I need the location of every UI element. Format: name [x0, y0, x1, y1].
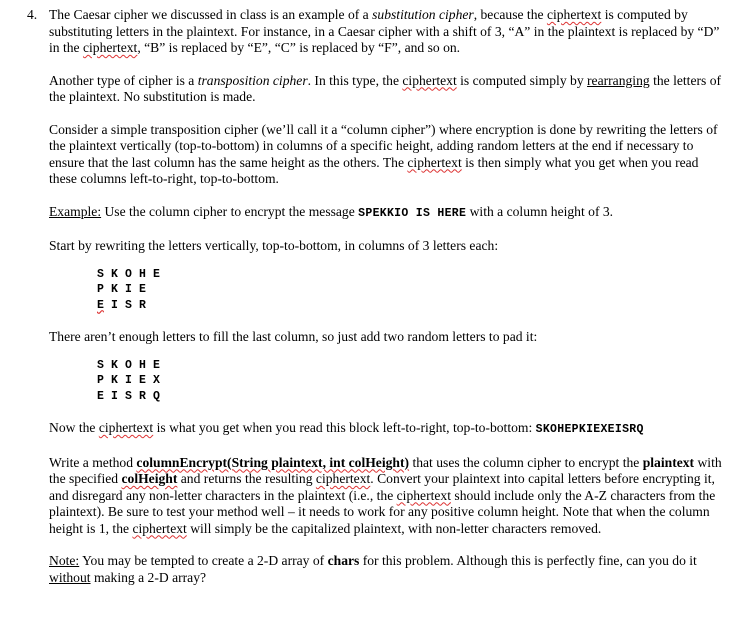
emphasis: transposition cipher: [197, 72, 308, 88]
grid-cell: K: [111, 358, 118, 372]
emphasis: substitution cipher: [372, 7, 474, 22]
bold-term: colHeight: [121, 471, 178, 486]
text: should include only the A-Z characters from the plaintext). Be sure to test your method well – it needs to work for any positive column height. Note that when the column height is 1, the: [49, 487, 716, 536]
text: the letters of the plaintext. No substitution is made.: [49, 72, 722, 104]
text: , “B” is replaced by “E”, “C” is replaced by “F”, and so on.: [137, 40, 461, 55]
grid-cell: S: [125, 389, 132, 403]
text: Consider a simple transposition cipher (we’ll call it a “column cipher”) where encryption is done by rewriting the letters of the plaintext vertically (top-to-bottom) in columns of a specific height, adding random letters at the end if necessary to ensure that the last column has the same height as the others. The: [49, 121, 718, 170]
grid-cell: H: [139, 267, 146, 281]
grid-cell: E: [97, 298, 104, 312]
grid-cell: S: [97, 267, 104, 281]
text: Now the: [49, 420, 99, 435]
grid-cell: E: [139, 283, 146, 296]
spellcheck-word: ciphertext: [82, 40, 138, 55]
spellcheck-word: ciphertext: [546, 7, 602, 22]
text: Write a method: [49, 454, 137, 470]
problem-content: [49, 7, 727, 586]
grid-cell: S: [97, 358, 104, 372]
grid-cell: I: [111, 389, 118, 403]
code-message: SPEKKIO IS HERE: [358, 206, 467, 220]
text: for this problem. Although this is perfectly fine, can you do it: [359, 553, 697, 568]
letter-grid-1: [97, 267, 727, 314]
item-number: 4.: [27, 7, 38, 22]
grid-cell: E: [139, 374, 146, 387]
grid-cell: E: [153, 267, 160, 281]
text: with the specified: [49, 454, 722, 486]
example-paragraph: [49, 204, 727, 223]
text: Another type of cipher is a: [49, 72, 198, 88]
text: Use the column cipher to encrypt the message: [101, 203, 359, 219]
grid-row: [97, 298, 727, 314]
method-signature: columnEncrypt(String plaintext, int colHeight): [136, 454, 410, 470]
text: that uses the column cipher to encrypt the: [409, 454, 643, 470]
text: and returns the resulting: [177, 471, 316, 486]
grid-cell: O: [125, 358, 132, 372]
underlined-word: without: [49, 569, 91, 585]
grid-cell: K: [111, 267, 118, 281]
ciphertext-result-paragraph: [49, 420, 727, 439]
grid-cell: I: [111, 298, 118, 312]
grid-cell: P: [97, 374, 104, 387]
column-cipher-paragraph: [49, 122, 727, 188]
text: You may be tempted to create a 2-D array of: [79, 553, 328, 568]
text: , because the: [473, 7, 547, 22]
grid-cell: K: [111, 374, 118, 387]
text: . In this type, the: [307, 72, 403, 88]
text: will simply be the capitalized plaintext, with non-letter characters removed.: [186, 520, 602, 536]
grid-cell: H: [139, 358, 146, 372]
note-paragraph: [49, 553, 727, 586]
caesar-paragraph: [49, 7, 727, 57]
text: is computed by substituting letters in the plaintext. For instance, in a Caesar cipher with a shift of 3, “A” in the plaintext is replaced by “D” in the: [49, 7, 720, 55]
grid-cell: I: [125, 283, 132, 296]
text: The Caesar cipher we discussed in class is an example of a: [49, 7, 373, 22]
grid-cell: I: [125, 374, 132, 387]
method-paragraph: [49, 455, 727, 538]
grid-cell: P: [97, 283, 104, 296]
grid-cell: K: [111, 283, 118, 296]
spellcheck-word: ciphertext: [402, 72, 457, 88]
spellcheck-word: ciphertext: [396, 487, 451, 503]
grid-cell: O: [125, 267, 132, 281]
text: . Convert your plaintext into capital letters before encrypting it, and disregard any non-letter characters in the plaintext (i.e., the: [49, 471, 715, 503]
grid-cell: Q: [153, 389, 160, 403]
text: is what you get when you read this block left-to-right, top-to-bottom:: [153, 420, 536, 435]
spellcheck-word: ciphertext: [132, 520, 187, 536]
grid-row: [97, 389, 727, 405]
example-label: Example:: [49, 203, 102, 219]
bold-term: plaintext: [642, 454, 695, 470]
grid-cell: X: [153, 374, 160, 387]
text: making a 2-D array?: [90, 569, 207, 585]
grid-cell: S: [125, 298, 132, 312]
pad-paragraph: There aren’t enough letters to fill the last column, so just add two random letters to pad it:: [49, 329, 538, 344]
grid-row: [97, 282, 727, 298]
spellcheck-word: ciphertext: [98, 420, 154, 435]
transposition-paragraph: [49, 73, 727, 106]
grid-cell: [153, 298, 167, 314]
text: is computed simply by: [456, 72, 588, 88]
start-paragraph: Start by rewriting the letters vertically, top-to-bottom, in columns of 3 letters each:: [49, 238, 499, 253]
note-label: Note:: [49, 553, 80, 568]
text: with a column height of 3.: [466, 203, 614, 219]
underlined-word: rearranging: [587, 72, 650, 88]
grid-row: [97, 358, 727, 374]
grid-row: [97, 267, 727, 283]
spellcheck-word: ciphertext: [407, 154, 462, 170]
spellcheck-word: ciphertext: [315, 471, 371, 486]
grid-cell: R: [139, 389, 146, 403]
grid-cell: R: [139, 298, 146, 312]
grid-row: [97, 373, 727, 389]
text: is then simply what you get when you read these columns left-to-right, top-to-bottom.: [49, 154, 699, 186]
bold-term: chars: [327, 553, 360, 568]
grid-cell: E: [153, 358, 160, 372]
grid-cell: [153, 282, 167, 298]
code-ciphertext: SKOHEPKIEXEISRQ: [535, 423, 644, 436]
letter-grid-2: [97, 358, 727, 405]
grid-cell: E: [97, 389, 104, 403]
